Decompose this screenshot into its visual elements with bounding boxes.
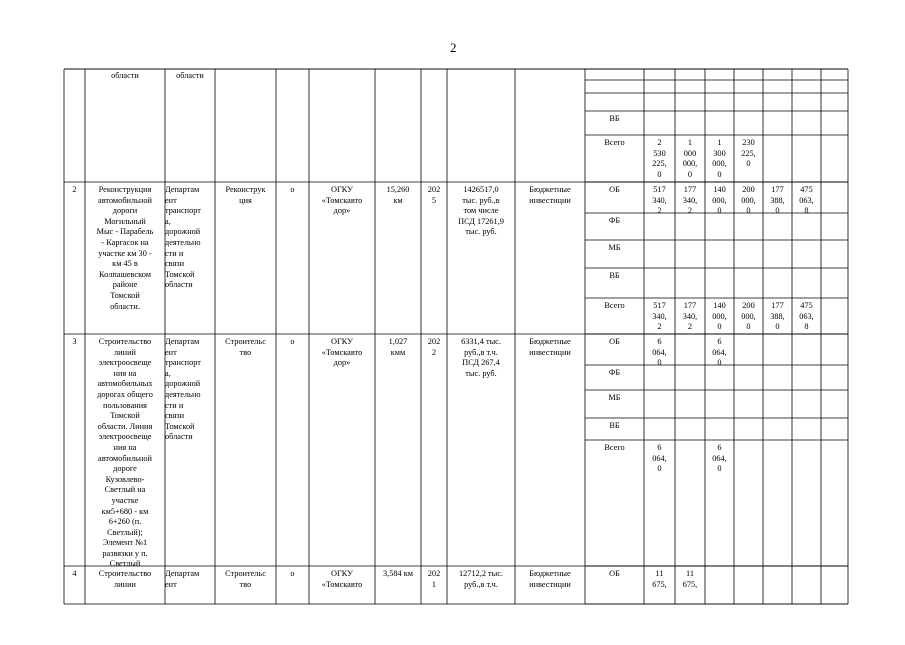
fund-value: 2 530 225, 0 — [652, 138, 667, 179]
fund-value: 11 675, — [682, 569, 698, 589]
fund-label: Всего — [604, 138, 625, 147]
estimated-cost: 12712,2 тыс. руб.,в т.ч. — [459, 569, 503, 589]
fund-label: ВБ — [609, 114, 620, 123]
fund-label: ВБ — [609, 421, 620, 430]
customer: ОГКУ «Томскавто дор» — [321, 337, 363, 368]
fund-label: МБ — [608, 243, 621, 252]
fund-value: 177 340, 2 — [682, 301, 698, 332]
fund-value: 177 388, 0 — [770, 185, 785, 216]
capacity: 1,027 кмм — [388, 337, 408, 357]
fund-value: 517 340, 2 — [652, 301, 667, 332]
row-number: 2 — [72, 185, 77, 194]
customer: ОГКУ «Томскавто дор» — [321, 185, 363, 216]
fund-value: 140 000, 0 — [712, 185, 727, 216]
estimated-cost: 1426517,0 тыс. руб.,в том числе ПСД 17261,9 тыс. руб. — [458, 185, 504, 237]
fund-value: 475 063, 8 — [799, 301, 814, 332]
page-number: 2 — [450, 40, 457, 55]
fund-value: 6 064, 0 — [712, 337, 727, 368]
department: Департам ент — [165, 569, 200, 589]
capacity: 15,260 км — [386, 185, 410, 205]
fund-value: 475 063, 8 — [799, 185, 814, 216]
fund-value: 517 340, 2 — [652, 185, 667, 216]
fund-label: Всего — [604, 443, 625, 452]
fund-label: ВБ — [609, 271, 620, 280]
financing-form: Бюджетные инвестиции — [529, 185, 571, 205]
project-name: Строительство линии — [98, 569, 152, 589]
customer: ОГКУ «Томскавто — [321, 569, 363, 589]
flag: о — [290, 185, 295, 194]
fund-value: 1 000 000, 0 — [682, 138, 698, 179]
fund-label: ФБ — [608, 368, 621, 377]
fund-label: Всего — [604, 301, 625, 310]
project-name: Реконструкция автомобильной дороги Могильный Мыс - Парабель - Каргасок на участке км 30 - км 45 в Колпашевском районе Томской области. — [96, 185, 154, 311]
fund-value: 6 064, 0 — [652, 337, 667, 368]
fund-value: 6 064, 0 — [712, 443, 727, 474]
row-number: 3 — [72, 337, 77, 346]
flag: о — [290, 337, 295, 346]
region-cell: области — [111, 71, 139, 80]
fund-value: 6 064, 0 — [652, 443, 667, 474]
fund-label: МБ — [608, 393, 621, 402]
fund-value: 200 000, 0 — [741, 301, 756, 332]
region-cell: области — [176, 71, 204, 80]
department: Департам ент транспорт а, дорожной деятельно сти и связи Томской области — [165, 337, 201, 442]
year: 202 5 — [427, 185, 441, 205]
work-type: Строительс тво — [225, 337, 266, 357]
department: Департам ент транспорт а, дорожной деятельно сти и связи Томской области — [165, 185, 201, 290]
fund-label: ОБ — [609, 337, 620, 346]
fund-label: ОБ — [609, 569, 620, 578]
financing-form: Бюджетные инвестиции — [529, 569, 571, 589]
capacity: 3,584 км — [382, 569, 414, 578]
fund-value: 200 000, 0 — [741, 185, 756, 216]
fund-label: ФБ — [608, 216, 621, 225]
fund-value: 177 340, 2 — [682, 185, 698, 216]
fund-value: 140 000, 0 — [712, 301, 727, 332]
work-type: Строительс тво — [225, 569, 266, 589]
year: 202 2 — [427, 337, 441, 357]
fund-value: 1 300 000, 0 — [712, 138, 727, 179]
project-name: Строительство линий электроосвеще ния на автомобильных дорогах общего пользования Томской области. Линия электроосвеще ния на автомобильной дороге Кузовлево- Светлый на участке км5+680 - км 6+260 (п. Светлый); Элемент №1 развязки у п. Светлый — [97, 337, 153, 569]
fund-label: ОБ — [609, 185, 620, 194]
fund-value: 230 225, 0 — [741, 138, 756, 169]
financing-form: Бюджетные инвестиции — [529, 337, 571, 357]
estimated-cost: 6331,4 тыс. руб.,в т.ч. ПСД 267,4 тыс. руб. — [461, 337, 501, 378]
flag: о — [290, 569, 295, 578]
row-number: 4 — [72, 569, 77, 578]
fund-value: 11 675, — [652, 569, 667, 589]
work-type: Реконструк ция — [225, 185, 266, 205]
fund-value: 177 388, 0 — [770, 301, 785, 332]
year: 202 1 — [427, 569, 441, 589]
